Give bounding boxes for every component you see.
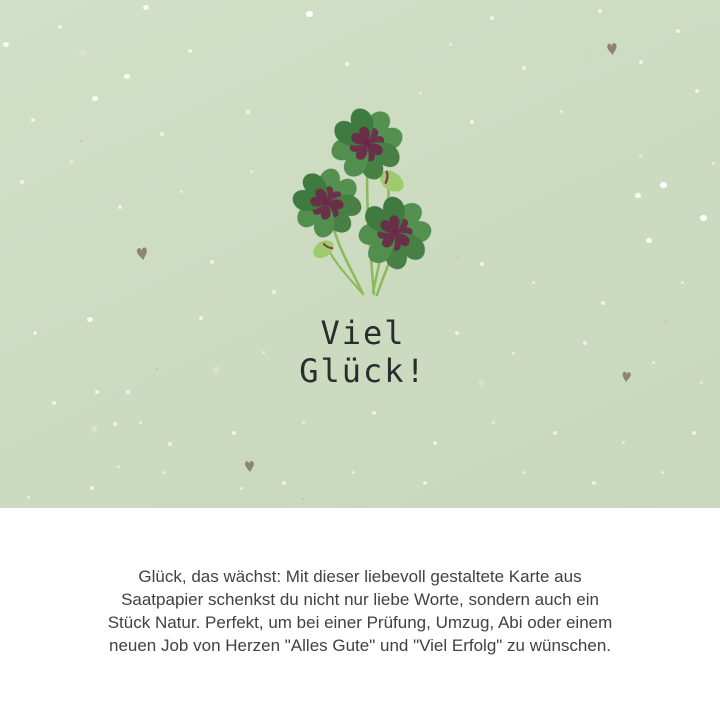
paper-dot (163, 471, 166, 474)
paper-dot (246, 110, 250, 114)
paper-dot (20, 180, 24, 184)
paper-dot (433, 441, 437, 445)
paper-dot (95, 390, 99, 394)
sparkle-icon: ✳ (212, 364, 222, 377)
sparkle-icon: ✳ (78, 47, 88, 60)
paper-dot (345, 62, 349, 66)
paper-dot (423, 481, 427, 485)
paper-dot (470, 120, 474, 124)
heart-icon: ♥ (605, 39, 619, 60)
paper-dot (681, 281, 684, 284)
paper-speck (156, 368, 158, 370)
paper-dot (306, 11, 313, 17)
paper-dot (52, 401, 56, 405)
paper-dot (601, 301, 605, 305)
paper-dot (240, 487, 243, 490)
paper-speck (586, 55, 588, 57)
paper-dot (419, 92, 422, 95)
paper-dot (372, 411, 376, 415)
paper-dot (232, 431, 236, 435)
paper-dot (70, 160, 73, 163)
paper-dot (90, 486, 94, 490)
paper-dot (210, 260, 214, 264)
greeting-text (3, 314, 720, 390)
clover-illustration (292, 102, 464, 302)
clover-right (346, 184, 443, 281)
paper-dot (272, 290, 276, 294)
sparkle-icon: ✳ (477, 377, 487, 390)
paper-dot (676, 29, 680, 33)
paper-dot (352, 471, 355, 474)
description-line: Stück Natur. Perfekt, um bei einer Prüfung, Umzug, Abi oder einem (107, 613, 613, 632)
paper-speck (302, 498, 304, 500)
paper-dot (532, 281, 535, 284)
paper-dot (492, 421, 495, 424)
paper-dot (282, 481, 286, 485)
paper-dot (700, 215, 707, 221)
paper-dot (3, 42, 9, 47)
paper-dot (168, 442, 172, 446)
description-line: neuen Job von Herzen "Alles Gute" und "Viel Erfolg" zu wünschen. (108, 636, 611, 655)
paper-speck (665, 320, 667, 322)
paper-dot (646, 238, 652, 243)
paper-dot (639, 154, 642, 157)
paper-speck (80, 140, 82, 142)
paper-dot (712, 162, 715, 165)
paper-speck (215, 292, 217, 294)
paper-dot (87, 317, 93, 322)
paper-dot (180, 190, 183, 193)
paper-dot (92, 96, 98, 101)
paper-dot (692, 431, 696, 435)
paper-dot (598, 9, 602, 13)
card-description (0, 565, 720, 657)
paper-dot (124, 74, 130, 79)
paper-dot (126, 390, 130, 394)
paper-dot (560, 110, 563, 113)
greeting-line-1: Viel (320, 314, 406, 352)
paper-dot (250, 170, 253, 173)
paper-dot (639, 60, 643, 64)
paper-dot (58, 25, 62, 29)
paper-dot (302, 421, 305, 424)
paper-dot (553, 431, 557, 435)
description-line: Saatpapier schenkst du nicht nur liebe Worte, sondern auch ein (121, 590, 599, 609)
paper-dot (188, 49, 192, 53)
paper-dot (490, 16, 494, 20)
paper-dot (117, 465, 120, 468)
greeting-line-2: Glück! (299, 352, 427, 390)
sparkle-icon: ✳ (90, 423, 100, 436)
heart-icon: ♥ (243, 457, 256, 476)
paper-dot (522, 471, 525, 474)
description-line: Glück, das wächst: Mit dieser liebevoll gestaltete Karte aus (138, 567, 582, 586)
paper-dot (449, 43, 452, 46)
paper-dot (522, 66, 526, 70)
paper-speck (457, 257, 459, 259)
paper-dot (113, 422, 117, 426)
paper-dot (622, 441, 625, 444)
paper-dot (160, 132, 164, 136)
paper-dot (635, 193, 641, 198)
paper-dot (592, 481, 596, 485)
paper-dot (139, 421, 142, 424)
heart-icon: ♥ (620, 369, 633, 387)
paper-dot (660, 182, 667, 188)
paper-dot (143, 5, 149, 10)
paper-dot (31, 118, 35, 122)
paper-dot (661, 471, 664, 474)
paper-dot (27, 496, 30, 499)
paper-dot (118, 205, 122, 209)
paper-dot (695, 89, 699, 93)
paper-dot (480, 262, 484, 266)
heart-icon: ♥ (134, 243, 150, 266)
